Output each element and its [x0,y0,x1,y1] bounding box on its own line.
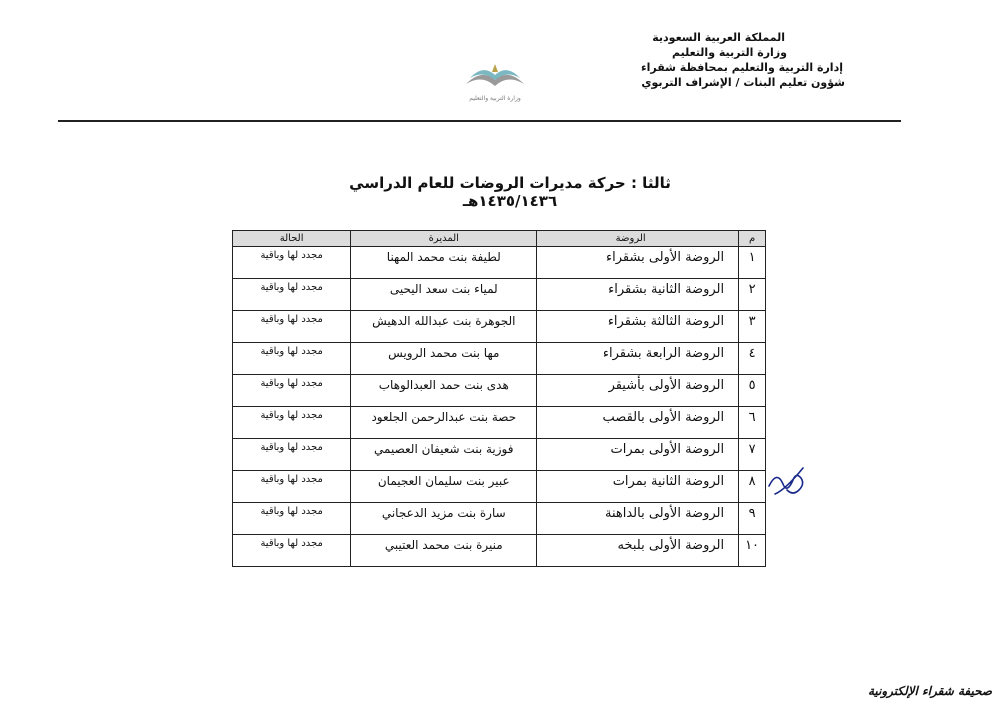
cell-kindergarten: الروضة الأولى بالداهنة [537,503,739,535]
header-divider [58,120,901,122]
col-header-kindergarten: الروضة [537,231,739,247]
kindergarten-principals-table [232,230,766,567]
newspaper-watermark: صحيفة شقراء الإلكترونية [867,684,992,698]
table-row [233,343,766,375]
cell-principal: مها بنت محمد الرويس [351,343,537,375]
cell-kindergarten: الروضة الأولى بأشيقر [537,375,739,407]
cell-kindergarten: الروضة الأولى بمرات [537,439,739,471]
cell-principal: منيرة بنت محمد العتيبي [351,535,537,567]
cell-number: ٨ [739,471,766,503]
table-header-row [233,231,766,247]
cell-status: مجدد لها وباقية [233,407,351,439]
cell-kindergarten: الروضة الأولى بشقراء [537,247,739,279]
cell-kindergarten: الروضة الثالثة بشقراء [537,311,739,343]
table-row [233,471,766,503]
table-row [233,439,766,471]
cell-principal: الجوهرة بنت عبدالله الدهيش [351,311,537,343]
logo-caption: وزارة التربية والتعليم [469,95,521,102]
cell-principal: هدى بنت حمد العبدالوهاب [351,375,537,407]
cell-number: ٩ [739,503,766,535]
col-header-principal: المديرة [351,231,537,247]
cell-status: مجدد لها وباقية [233,279,351,311]
cell-status: مجدد لها وباقية [233,535,351,567]
cell-status: مجدد لها وباقية [233,311,351,343]
cell-status: مجدد لها وباقية [233,375,351,407]
cell-kindergarten: الروضة الأولى بالقصب [537,407,739,439]
header-line-department: شؤون تعليم البنات / الإشراف التربوي [641,76,845,89]
cell-status: مجدد لها وباقية [233,439,351,471]
cell-number: ٢ [739,279,766,311]
ministry-logo-icon [462,62,528,108]
col-header-number: م [739,231,766,247]
header-line-country: المملكة العربية السعودية [652,31,785,44]
cell-number: ٥ [739,375,766,407]
cell-kindergarten: الروضة الرابعة بشقراء [537,343,739,375]
cell-number: ٤ [739,343,766,375]
cell-number: ٦ [739,407,766,439]
cell-status: مجدد لها وباقية [233,471,351,503]
ministry-header [545,30,845,90]
table-row [233,247,766,279]
cell-number: ١٠ [739,535,766,567]
cell-principal: حصة بنت عبدالرحمن الجلعود [351,407,537,439]
cell-principal: لطيفة بنت محمد المهنا [351,247,537,279]
table-row [233,375,766,407]
document-title: ثالثا : حركة مديرات الروضات للعام الدراسي ١٤٣٥/١٤٣٦هـ [349,174,671,210]
table-row [233,503,766,535]
handwritten-signature-icon [763,460,811,500]
cell-number: ٣ [739,311,766,343]
cell-status: مجدد لها وباقية [233,503,351,535]
cell-principal: عبير بنت سليمان العجيمان [351,471,537,503]
cell-principal: لمياء بنت سعد اليحيى [351,279,537,311]
table-row [233,279,766,311]
cell-principal: فوزية بنت شعيفان العصيمي [351,439,537,471]
table-row [233,311,766,343]
header-line-directorate: إدارة التربية والتعليم بمحافظة شقراء [640,61,843,74]
col-header-status: الحالة [233,231,351,247]
table-row [233,407,766,439]
table-row [233,535,766,567]
cell-number: ٧ [739,439,766,471]
cell-kindergarten: الروضة الأولى بلبخه [537,535,739,567]
cell-status: مجدد لها وباقية [233,247,351,279]
cell-kindergarten: الروضة الثانية بشقراء [537,279,739,311]
cell-number: ١ [739,247,766,279]
header-line-ministry: وزارة التربية والتعليم [672,46,787,59]
cell-kindergarten: الروضة الثانية بمرات [537,471,739,503]
cell-status: مجدد لها وباقية [233,343,351,375]
cell-principal: سارة بنت مزيد الدعجاني [351,503,537,535]
